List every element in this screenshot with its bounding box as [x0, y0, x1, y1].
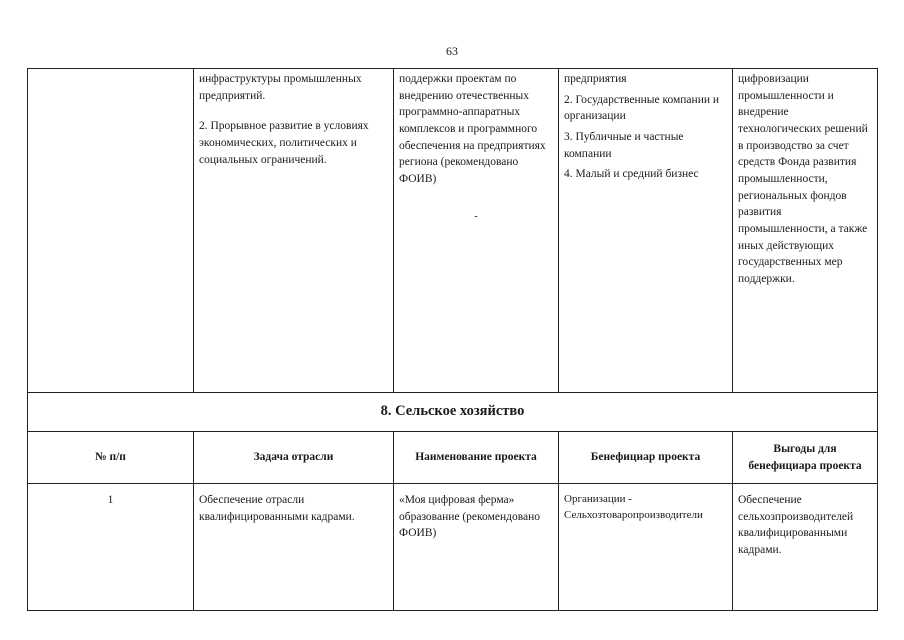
beneficiary-item: предприятия: [564, 73, 627, 85]
table-header-row: [28, 432, 878, 484]
row-benefits: Обеспечение сельхозпроизводителей квалифицированными кадрами.: [733, 484, 878, 611]
page-number: 63: [446, 44, 458, 58]
section-title: 8. Сельское хозяйство: [28, 393, 878, 432]
stray-mark: -: [474, 210, 478, 222]
row-beneficiary: Организации - Сельхозтоваропроизводители: [559, 484, 733, 611]
continuation-row: [28, 69, 878, 393]
project-text: поддержки проектам по внедрению отечественных программно-аппаратных комплексов и программного обеспечения на предприятиях региона (рекомендовано ФОИВ): [399, 73, 546, 186]
row-task: Обеспечение отрасли квалифицированными кадрами.: [194, 484, 394, 611]
task-paragraph-2: 2. Прорывное развитие в условиях экономических, политических и социальных ограничений.: [199, 120, 369, 166]
continuation-project-cell: [394, 69, 559, 393]
beneficiary-item: 2. Государственные компании и организации: [564, 93, 720, 123]
continuation-beneficiary-cell: [559, 69, 733, 393]
continuation-task-cell: [194, 69, 394, 393]
continuation-benefits-cell: цифровизации промышленности и внедрение технологических решений в производство за счет средств Фонда развития промышленности, региональных фондов развития промышленности, а также иных действующих государственных мер поддержки.: [733, 69, 878, 393]
header-project: Наименование проекта: [394, 432, 559, 484]
document-table: [27, 68, 878, 611]
beneficiary-item: 3. Публичные и частные компании: [564, 131, 684, 160]
header-num: № п/п: [28, 432, 194, 484]
task-paragraph-1: инфраструктуры промышленных предприятий.: [199, 73, 362, 102]
row-num: 1: [28, 484, 194, 611]
section-row: [28, 393, 878, 432]
continuation-num-cell: [28, 69, 194, 393]
header-task: Задача отрасли: [194, 432, 394, 484]
header-beneficiary: Бенефициар проекта: [559, 432, 733, 484]
header-benefits: Выгоды для бенефициара проекта: [733, 432, 878, 484]
row-project: «Моя цифровая ферма» образование (рекомендовано ФОИВ): [394, 484, 559, 611]
beneficiary-item: 4. Малый и средний бизнес: [564, 168, 699, 181]
table-row: [28, 484, 878, 611]
